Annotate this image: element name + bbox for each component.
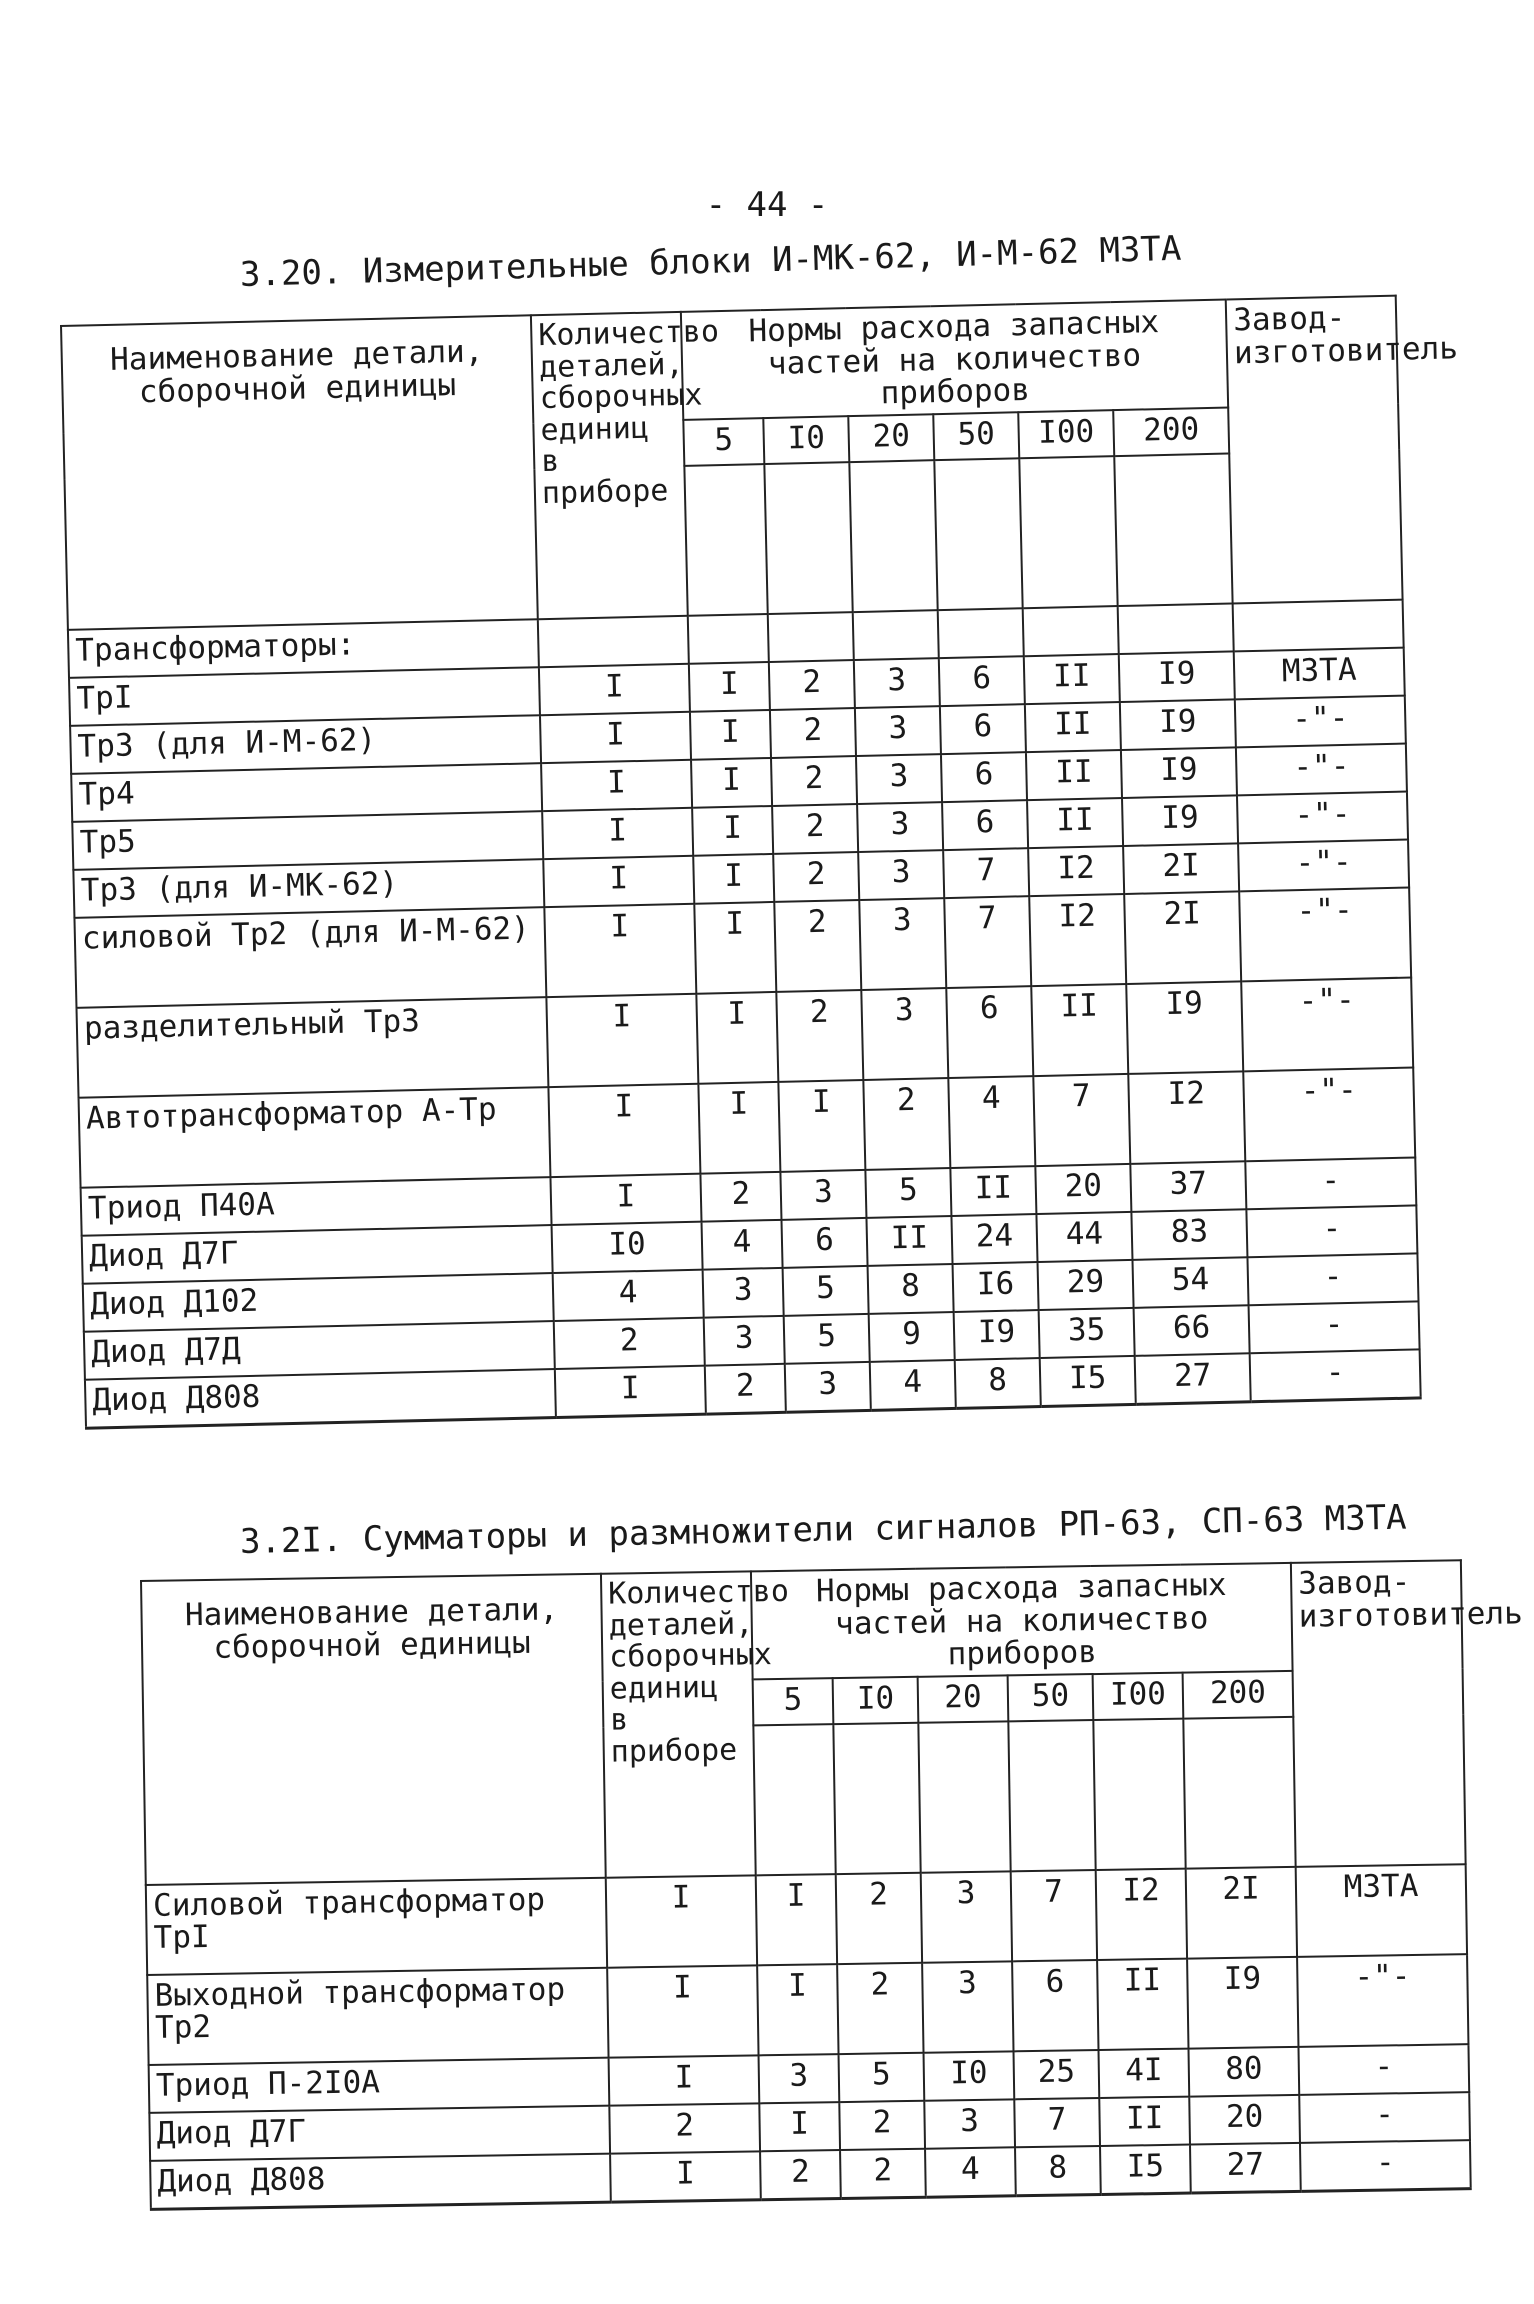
table2-header-name: Наименование детали, сборочной единицы [141, 1574, 606, 1885]
norm-value: 2I [1123, 843, 1239, 894]
part-maker: -"- [1238, 839, 1409, 891]
part-count: I [543, 855, 694, 906]
part-maker: - [1299, 2092, 1470, 2143]
part-count: I [555, 1365, 706, 1417]
norm-value: 3 [861, 988, 948, 1080]
norm-value: 7 [944, 896, 1031, 988]
norm-value: 20 [1189, 2094, 1300, 2144]
table2-title: 3.2I. Сумматоры и размножители сигналов РП-63, СП-63 МЗТА [239, 1497, 1407, 1562]
norm-value: II [1031, 984, 1128, 1076]
norm-value: 3 [922, 1961, 1013, 2052]
norm-value: 2 [836, 1872, 922, 1963]
norm-value: II [950, 1166, 1036, 1216]
norm-value: 2I [1124, 891, 1241, 984]
norm-value: I [757, 1964, 838, 2055]
norm-value: 2 [863, 1078, 950, 1170]
norm-value: 4 [925, 2147, 1016, 2197]
norm-value: 3 [857, 802, 943, 852]
part-name: Автотрансформатор А-Тр [79, 1087, 551, 1188]
norm-value: 6 [1012, 1960, 1098, 2051]
norm-value: I [692, 806, 773, 856]
norm-value: 2 [840, 2148, 926, 2198]
norm-value: 66 [1134, 1305, 1250, 1356]
norm-value: 2 [769, 660, 855, 710]
norm-value: 3 [921, 1871, 1012, 1962]
part-maker: -"- [1235, 695, 1406, 747]
norm-value: 3 [854, 658, 940, 708]
norm-value: II [1027, 798, 1123, 848]
norm-value: 2 [772, 804, 858, 854]
part-name: силовой Тр2 (для И-М-62) [74, 907, 546, 1008]
norm-value: I5 [1040, 1356, 1136, 1407]
part-count: I [606, 1875, 757, 1967]
norm-value: I9 [1119, 651, 1235, 702]
norm-value: I0 [924, 2051, 1015, 2100]
norm-value: 29 [1038, 1260, 1134, 1310]
part-name: Диод Д102 [83, 1273, 554, 1332]
norm-value: 37 [1130, 1161, 1246, 1212]
norm-value: 24 [951, 1214, 1037, 1264]
part-count: I [542, 807, 693, 858]
norm-value: I [694, 902, 776, 994]
norm-value: 4 [702, 1220, 783, 1270]
part-count: I0 [552, 1221, 703, 1272]
part-name: Тр4 [71, 763, 542, 822]
table1-header-qty: I0 [763, 416, 849, 464]
norm-value: 6 [940, 704, 1026, 754]
norm-value: I2 [1128, 1071, 1245, 1164]
table1-header-count: Количество деталей, сборочных единиц в приборе [531, 312, 688, 619]
norm-value: 5 [783, 1266, 869, 1316]
part-maker: -"- [1241, 977, 1413, 1071]
norm-value: I [693, 854, 774, 904]
norm-value: 4I [1098, 2048, 1189, 2097]
part-maker: - [1245, 1157, 1416, 1209]
table1-header-name: Наименование детали, сборочной единицы [61, 315, 538, 629]
table1-header-qty: 20 [848, 414, 934, 462]
part-maker: МЗТА [1296, 1864, 1467, 1957]
norm-value: I6 [953, 1262, 1039, 1312]
norm-value: 44 [1036, 1212, 1132, 1262]
norm-value: 2 [770, 708, 856, 758]
norm-value: 54 [1132, 1257, 1248, 1308]
norm-value: 27 [1135, 1353, 1251, 1404]
norm-value: 3 [924, 2099, 1015, 2148]
part-name: Диод Д7Г [149, 2105, 610, 2160]
norm-value: 2 [774, 900, 861, 992]
norm-value: 6 [942, 800, 1028, 850]
norm-value: 5 [839, 2052, 925, 2101]
table2-header-qty: 200 [1183, 1671, 1294, 1719]
part-maker: МЗТА [1234, 647, 1405, 699]
norm-value: 3 [785, 1362, 871, 1412]
norm-value: I9 [954, 1310, 1040, 1360]
part-name: Триод П-2I0А [149, 2057, 610, 2112]
part-count: I [609, 2055, 760, 2105]
table2-header-qty: 5 [753, 1678, 834, 1725]
table1-header-norms: Нормы расхода запасных частей на количество приборов [681, 300, 1228, 420]
part-maker: - [1247, 1253, 1418, 1305]
table1-title: 3.20. Измерительные блоки И-МК-62, И-М-62 МЗТА [239, 228, 1182, 295]
table2-header-qty: I00 [1093, 1672, 1184, 1719]
norm-value: 7 [1033, 1074, 1130, 1166]
part-count: I [546, 993, 698, 1086]
norm-value: 2 [776, 990, 863, 1082]
norm-value: 6 [939, 656, 1025, 706]
part-count: 2 [554, 1317, 705, 1368]
norm-value: II [1099, 2096, 1190, 2145]
part-count: I [540, 711, 691, 762]
norm-value: II [866, 1216, 952, 1266]
part-maker: - [1250, 1349, 1421, 1401]
norm-value: 2 [760, 2150, 841, 2200]
part-count: I [610, 2151, 761, 2202]
norm-value: 9 [869, 1312, 955, 1362]
norm-value: I9 [1126, 981, 1243, 1074]
norm-value: 8 [955, 1358, 1041, 1408]
part-maker: -"- [1237, 791, 1408, 843]
norm-value: 3 [858, 850, 944, 900]
table1-group-label: Трансформаторы: [68, 619, 539, 678]
norm-value: I9 [1120, 699, 1236, 750]
norm-value: 6 [781, 1218, 867, 1268]
norm-value: 2 [773, 852, 859, 902]
norm-value: 2 [837, 1962, 923, 2053]
norm-value: I2 [1029, 894, 1126, 986]
norm-value: I [696, 992, 778, 1084]
part-maker: - [1249, 1301, 1420, 1353]
norm-value: 83 [1131, 1209, 1247, 1260]
part-count: I [544, 903, 696, 996]
part-count: I [541, 759, 692, 810]
part-name: Тр3 (для И-МК-62) [73, 859, 544, 918]
norm-value: 4 [870, 1360, 956, 1410]
norm-value: 3 [855, 706, 941, 756]
norm-value: 3 [780, 1170, 866, 1220]
norm-value: I [778, 1080, 865, 1172]
norm-value: II [1025, 702, 1121, 752]
table2 [140, 1559, 1523, 2210]
norm-value: I2 [1096, 1868, 1187, 1959]
table1-header-qty: 5 [683, 418, 764, 466]
norm-value: 7 [1011, 1870, 1097, 1961]
table2-header-maker: Завод-изготовитель [1291, 1560, 1466, 1866]
table2-header-qty: 20 [918, 1675, 1009, 1722]
table1-header-qty: 50 [933, 412, 1019, 460]
part-count: I [550, 1173, 701, 1224]
table2-header-qty: 50 [1008, 1674, 1094, 1721]
norm-value: 8 [1015, 2146, 1101, 2196]
part-name: разделительный Тр3 [76, 997, 548, 1098]
table2-header-count: Количество деталей, сборочных единиц в приборе [601, 1571, 756, 1877]
table1-header-maker: Завод-изготовитель [1226, 296, 1403, 603]
norm-value: 6 [946, 986, 1033, 1078]
part-name: Диод Д808 [150, 2153, 611, 2209]
part-maker: - [1299, 2044, 1470, 2095]
norm-value: II [1026, 750, 1122, 800]
norm-value: I [759, 2102, 840, 2151]
norm-value: I9 [1121, 747, 1237, 798]
part-count: 4 [553, 1269, 704, 1320]
part-name: Силовой трансформатор ТрI [146, 1877, 607, 1974]
norm-value: 2 [705, 1363, 786, 1413]
part-name: Выходной трансформатор Тр2 [147, 1967, 608, 2064]
norm-value: I2 [1028, 846, 1124, 896]
part-name: Диод Д808 [85, 1369, 556, 1428]
part-maker: - [1300, 2140, 1471, 2191]
norm-value: 2 [839, 2100, 925, 2149]
norm-value: 7 [943, 848, 1029, 898]
part-count: I [539, 663, 690, 714]
norm-value: II [1024, 654, 1120, 704]
norm-value: 3 [859, 898, 946, 990]
table2-header-qty: I0 [833, 1676, 919, 1723]
norm-value: 25 [1014, 2050, 1100, 2099]
page-number: - 44 - [705, 185, 829, 225]
part-count: 2 [609, 2103, 760, 2153]
norm-value: 27 [1190, 2142, 1301, 2192]
part-maker: -"- [1243, 1067, 1415, 1161]
norm-value: I5 [1100, 2144, 1191, 2194]
part-maker: -"- [1239, 887, 1411, 981]
norm-value: 80 [1188, 2047, 1299, 2097]
norm-value: I9 [1187, 1957, 1298, 2049]
table1-header-qty: I00 [1018, 410, 1114, 458]
table1-header-qty: 200 [1113, 407, 1229, 456]
part-name: ТрI [69, 667, 540, 726]
norm-value: 2I [1186, 1867, 1297, 1959]
part-name: Диод Д7Г [82, 1225, 553, 1284]
part-maker: -"- [1236, 743, 1407, 795]
norm-value: 2 [771, 756, 857, 806]
norm-value: I [698, 1082, 780, 1174]
part-name: Тр5 [72, 811, 543, 870]
norm-value: 3 [759, 2054, 840, 2103]
table1 [60, 295, 1459, 1430]
norm-value: 4 [948, 1076, 1035, 1168]
norm-value: 7 [1014, 2098, 1100, 2147]
norm-value: I [690, 710, 771, 760]
part-count: I [607, 1965, 758, 2057]
norm-value: 5 [784, 1314, 870, 1364]
table2-header-norms: Нормы расхода запасных частей на количество приборов [751, 1563, 1293, 1679]
part-name: Диод Д7Д [84, 1321, 555, 1380]
part-name: Тр3 (для И-М-62) [70, 715, 541, 774]
norm-value: 2 [700, 1172, 781, 1222]
norm-value: 3 [856, 754, 942, 804]
norm-value: II [1097, 1958, 1188, 2049]
norm-value: 20 [1035, 1164, 1131, 1214]
norm-value: I [691, 758, 772, 808]
norm-value: 5 [865, 1168, 951, 1218]
part-maker: - [1246, 1205, 1417, 1257]
norm-value: 3 [703, 1267, 784, 1317]
norm-value: I [756, 1874, 837, 1965]
part-count: I [548, 1083, 700, 1176]
norm-value: 8 [868, 1264, 954, 1314]
norm-value: 6 [941, 752, 1027, 802]
part-name: Триод П40А [81, 1177, 552, 1236]
norm-value: I [689, 662, 770, 712]
norm-value: 35 [1039, 1308, 1135, 1358]
part-maker: -"- [1297, 1954, 1468, 2047]
norm-value: I9 [1122, 795, 1238, 846]
norm-value: 3 [704, 1315, 785, 1365]
